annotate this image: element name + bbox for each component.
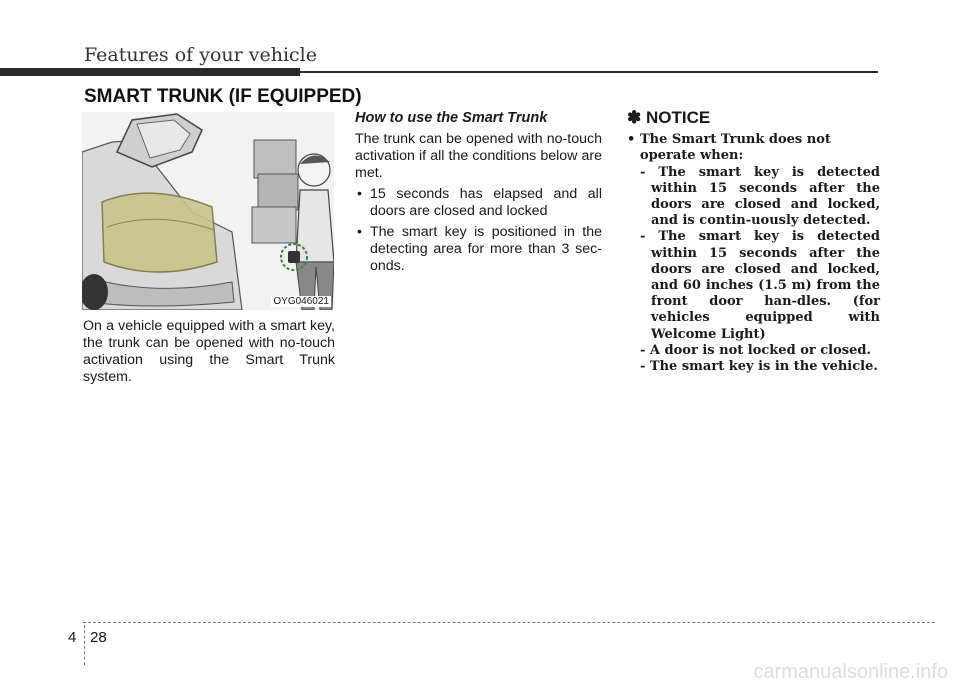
section-title: SMART TRUNK (IF EQUIPPED)	[84, 86, 362, 107]
notice-subitem: - The smart key is in the vehicle.	[640, 359, 878, 375]
bullet-icon: •	[627, 132, 636, 148]
how-to-intro: The trunk can be opened with no-touch activation if all the conditions below are met.	[355, 131, 602, 181]
list-item: • The smart key is positioned in the detecting area for more than 3 sec-onds.	[357, 224, 602, 274]
footer-rule	[83, 622, 935, 623]
smart-trunk-illustration	[82, 112, 334, 310]
notice-item	[627, 132, 880, 164]
asterisk-icon: ✽	[627, 108, 642, 127]
notice-subitem: - A door is not locked or closed.	[640, 342, 871, 358]
chapter-number: 4	[68, 629, 77, 646]
notice-subitem: - The smart key is detected within 15 seconds after the doors are closed and locked, and 60 inches (1.5 m) from the front door han-dles. (for vehicles equipped with Welcome Light)	[640, 229, 880, 342]
notice-box	[627, 110, 880, 375]
bullet-icon: •	[357, 224, 362, 240]
header-rule	[300, 71, 878, 73]
header-bar	[0, 68, 300, 76]
conditions-list	[355, 186, 602, 275]
intro-paragraph: On a vehicle equipped with a smart key, the trunk can be opened with no-touch activation using the Smart Trunk system.	[83, 318, 335, 385]
running-header: Features of your vehicle	[84, 44, 318, 66]
watermark: carmanualsonline.info	[753, 661, 948, 683]
how-to-subheading: How to use the Smart Trunk	[355, 110, 548, 126]
notice-lead: The Smart Trunk does not operate when:	[640, 132, 831, 164]
how-to-section	[355, 110, 602, 279]
car-trunk-person-drawing	[82, 112, 334, 310]
page-number: 28	[90, 629, 107, 646]
notice-title: ✽ NOTICE	[627, 108, 711, 127]
bullet-icon: •	[357, 186, 362, 202]
notice-subitem: - The smart key is detected within 15 seconds after the doors are closed and locked, and is contin-uously detected.	[640, 164, 880, 229]
footer-divider	[84, 625, 85, 665]
figure-code: OYG046021	[273, 296, 329, 307]
list-item: • 15 seconds has elapsed and all doors are closed and locked	[357, 186, 602, 219]
